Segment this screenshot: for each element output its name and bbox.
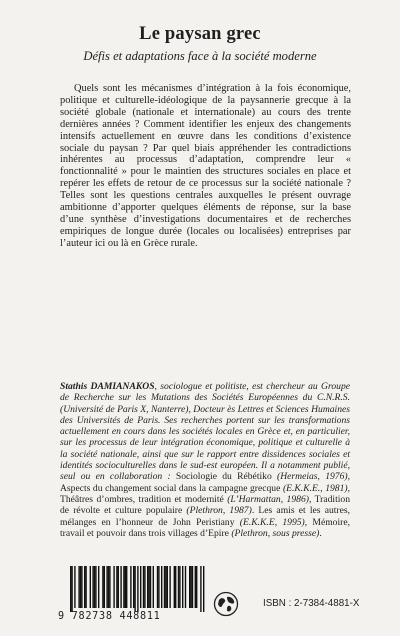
barcode-bar (174, 566, 175, 608)
barcode-bar (133, 566, 134, 608)
barcode-bar (200, 566, 201, 612)
barcode-bar (74, 566, 75, 608)
barcode-bar (169, 566, 170, 608)
barcode-bar (153, 566, 154, 608)
barcode-bar (137, 566, 138, 612)
barcode-bar (147, 566, 148, 608)
bio-work-4: , Tradition de révolte et culture populaire (60, 493, 350, 517)
intro-paragraph: Quels sont les mécanismes d’intégration à la fois économique, politique et culturelle-idéologique de la paysannerie grecque à la société globale (nationale et internationale) au cours des trente dernières années ? Comment identifier les enjeux des changements intensifs actuellement en œuvre dans les conditions d’existence sociale du paysan ? Par quel biais appréhender les contradictions inhérentes au processus d’adaptation, comprendre leur « fonctionnalité » pour le maintien des structures sociales en place et repérer les effets de retour de ce processus sur la société nationale ? Telles sont les questions centrales auxquelles le présent ouvrage ambitionne d’apporter quelques éléments de réponse, sur la base d’une synthèse d’investigations documentaires et de recherches empiriques de longue durée (locales ou localisées) entreprises par l’auteur ici ou là en Grèce rurale. (60, 83, 351, 249)
barcode-bar (148, 566, 149, 608)
barcode-bar (192, 566, 193, 608)
barcode-bar (113, 566, 114, 608)
barcode-bar (109, 566, 110, 608)
barcode-bar (182, 566, 183, 608)
barcode-bar (134, 566, 135, 612)
barcode-bar (102, 566, 103, 608)
barcode-bar (125, 566, 126, 608)
barcode-bar (98, 566, 99, 608)
bio-work-1: Sociologie du Rébétiko (175, 471, 278, 483)
bio-pub-4: (Plethron, 1987) (186, 505, 252, 517)
barcode-bar (70, 566, 71, 612)
bio-part-0: , sociologue et politiste, est chercheur au Groupe de Recherche sur les Mutations des Sociétés Européennes du C.N.R.S. (Université de Paris X, Nanterre), Docteur ès Lettres et Sciences Humaines des Universités de Paris. Ses recherches portent sur les transformations actuellement en cours dans les sociétés locales en Grèce et, en particulier, sur les processus de leur intégration économique, politique et culturelle à la société nationale, ainsi que sur le rapport entre dissidences sociales et identités socioculturelles dans le sud-est européen. Il a notamment publié, seul ou en collaboration : (60, 381, 351, 483)
barcode-bar (95, 566, 96, 608)
barcode-bar (190, 566, 191, 608)
book-title: Le paysan grec (139, 24, 261, 44)
bio-work-3: , Théâtres d’ombres, tradition et modernité (60, 482, 350, 505)
isbn-number: ISBN : 2-7384-4881-X (263, 598, 360, 609)
barcode-bar (90, 566, 91, 608)
globe-icon (213, 591, 239, 617)
barcode (58, 566, 210, 624)
barcode-bar (189, 566, 190, 608)
bio-work-2: , Aspects du changement social dans la campagne grecque (60, 471, 350, 494)
barcode-bar (106, 566, 107, 608)
barcode-bar (78, 566, 79, 608)
barcode-bar (161, 566, 162, 608)
barcode-bar (165, 566, 166, 608)
barcode-bar (118, 566, 119, 608)
barcode-bar (80, 566, 81, 608)
barcode-bar (84, 566, 85, 608)
bio-pub-6: (Plethron, sous presse) (231, 527, 320, 539)
barcode-bar (157, 566, 158, 608)
barcode-bar (179, 566, 180, 608)
barcode-bars (58, 566, 210, 612)
barcode-bar (81, 566, 82, 608)
barcode-bar (143, 566, 144, 608)
barcode-bar (178, 566, 179, 608)
bio-pub-3: (L’Harmattan, 1986) (227, 493, 309, 505)
barcode-bar (164, 566, 165, 608)
barcode-bar (195, 566, 196, 608)
barcode-bar (108, 566, 109, 608)
barcode-digits: 9 782738 448811 (58, 611, 161, 622)
barcode-bar (158, 566, 159, 608)
author-bio (60, 381, 350, 539)
bio-pub-2: (E.K.K.E., 1981) (282, 482, 348, 494)
barcode-bar (92, 566, 93, 608)
barcode-bar (120, 566, 121, 608)
bio-end: . (319, 527, 322, 539)
barcode-bar (140, 566, 141, 608)
barcode-bar (144, 566, 145, 608)
barcode-bar (104, 566, 105, 608)
barcode-bar (203, 566, 204, 612)
barcode-bar (130, 566, 131, 608)
bio-work-5: . Les amis et les autres, mélanges en l’honneur de John Peristiany (60, 505, 351, 528)
author-name: Stathis DAMIANAKOS (60, 381, 155, 392)
bio-pub-5: (E.K.K.E, 1995) (239, 516, 305, 528)
barcode-bar (167, 566, 168, 608)
barcode-bar (185, 566, 186, 608)
barcode-bar (116, 566, 117, 608)
barcode-bar (123, 566, 124, 608)
bio-work-6: , Mémoire, travail et pouvoir dans trois villages d’Epire (60, 516, 350, 539)
barcode-bar (126, 566, 127, 608)
barcode-bar (150, 566, 151, 608)
barcode-bar (175, 566, 176, 608)
bio-pub-1: (Hermeias, 1976) (277, 471, 348, 483)
barcode-bar (196, 566, 197, 608)
barcode-bar (94, 566, 95, 608)
barcode-bar (71, 566, 72, 612)
barcode-bar (85, 566, 86, 608)
book-subtitle: Défis et adaptations face à la société moderne (83, 49, 317, 63)
